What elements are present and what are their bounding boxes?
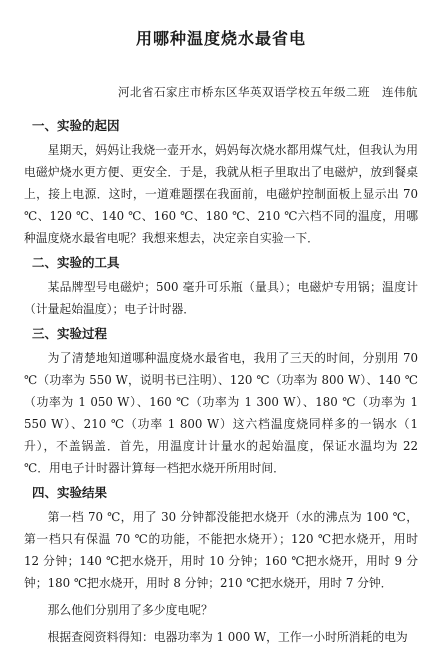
paragraph: 星期天，妈妈让我烧一壶开水，妈妈每次烧水都用煤气灶，但我认为用电磁炉烧水更方便、更安全．于是，我就从柜子里取出了电磁炉，放到餐桌上，接上电源．这时，一道难题摆在我面前，电磁炉控制面板上显示出 70 ℃、120 ℃、140 ℃、160 ℃、180 ℃、210 ℃六档不同的温度，用哪种温度烧水最省电呢？我想来想去，决定亲自实验一下． bbox=[24, 143, 418, 245]
section-origin bbox=[24, 118, 418, 249]
section-results bbox=[24, 485, 418, 648]
author-line: 河北省石家庄市桥东区华英双语学校五年级二班 连伟航 bbox=[118, 85, 418, 99]
paragraph: 那么他们分别用了多少度电呢？ bbox=[47, 603, 213, 617]
section-heading: 二、实验的工具 bbox=[32, 255, 120, 270]
section-tools bbox=[24, 255, 418, 320]
paragraph: 某品牌型号电磁炉；500 毫升可乐瓶（量具）；电磁炉专用锅；温度计（计量起始温度）；电子计时器． bbox=[24, 280, 418, 316]
paragraph: 第一档 70 ℃，用了 30 分钟都没能把水烧开（水的沸点为 100 ℃，第一档只有保温 70 ℃的功能，不能把水烧开）；120 ℃把水烧开，用时 12 分钟；140 ℃把水烧开，用时 10 分钟；160 ℃把水烧开，用时 9 分钟；180 ℃把水烧开，用时 8 分钟；210 ℃把水烧开，用时 7 分钟． bbox=[24, 510, 418, 590]
section-heading: 三、实验过程 bbox=[32, 326, 108, 341]
paragraph: 为了清楚地知道哪种温度烧水最省电，我用了三天的时间，分别用 70 ℃（功率为 550 W，说明书已注明）、120 ℃（功率为 800 W）、140 ℃（功率为 1 050 W）、160 ℃（功率为 1 300 W）、180 ℃（功率为 1 550 W）、210 ℃（功率 1 800 W）这六档温度烧同样多的一锅水（1 升），不盖锅盖．首先，用温度计计量水的起始温度，保证水温均为 22 ℃．用电子计时器计算每一档把水烧开所用时间． bbox=[24, 351, 418, 475]
paragraph: 根据查阅资料得知：电器功率为 1 000 W，工作一小时所消耗的电为 bbox=[47, 630, 408, 644]
page-title: 用哪种温度烧水最省电 bbox=[135, 29, 306, 48]
section-process bbox=[24, 326, 418, 479]
section-heading: 一、实验的起因 bbox=[32, 118, 120, 133]
section-heading: 四、实验结果 bbox=[32, 485, 108, 500]
